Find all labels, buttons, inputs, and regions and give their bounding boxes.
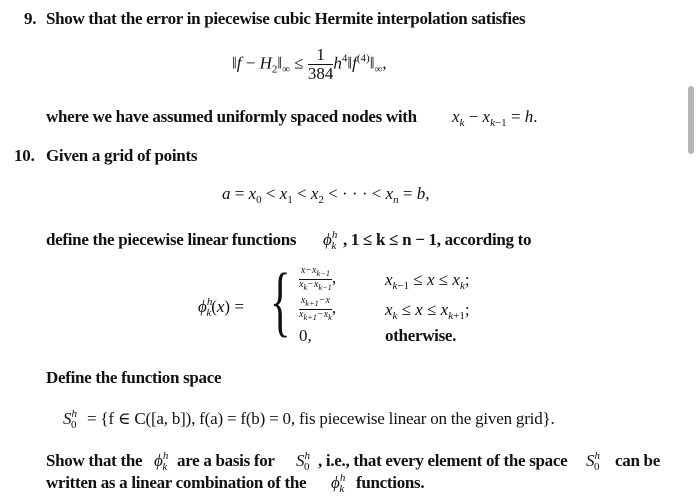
problem-10-define: define the piecewise linear functions: [46, 230, 297, 249]
problem-10-number: 10.: [14, 146, 35, 165]
space-symbol: $S^h_0$: [63, 408, 77, 431]
problem-10-according: , 1 ≤ k ≤ n − 1, according to: [343, 230, 532, 249]
case-3-value: 0,: [299, 326, 312, 345]
space-definition: = {f ∈ C([a, b]), f(a) = f(b) = 0, fis piecewise linear on the given grid}.: [87, 409, 555, 428]
space-symbol-2: $S^h_0$: [296, 450, 310, 473]
problem-9-number: 9.: [24, 9, 37, 28]
phi-symbol: $\phi^h_k$: [323, 229, 338, 252]
case-2-condition: $x_k \le x \le x_{k+1}$;: [385, 300, 470, 322]
show-text-3: , i.e., that every element of the space: [318, 451, 568, 470]
show-text-2: are a basis for: [177, 451, 275, 470]
case-3-condition: otherwise.: [385, 326, 457, 345]
problem-9-statement: Show that the error in piecewise cubic Hermite interpolation satisfies: [46, 9, 526, 28]
function-space-label: Define the function space: [46, 368, 222, 387]
phi-symbol-2: $\phi^h_k$: [154, 450, 169, 473]
space-symbol-3: $S^h_0$: [586, 450, 600, 473]
problem-10-intro: Given a grid of points: [46, 146, 198, 165]
show-text-5: written as a linear combination of the: [46, 473, 307, 492]
case-1-fraction: $\frac{x-x_{k-1}}{x_k-x_{k-1}}$ ,: [299, 265, 337, 292]
show-text-1: Show that the: [46, 451, 143, 470]
left-brace: {: [270, 257, 291, 344]
uniform-spacing-formula: $x_k - x_{k-1} = h$.: [452, 107, 538, 129]
show-text-4: can be: [615, 451, 660, 470]
vertical-scrollbar[interactable]: [688, 86, 694, 154]
phi-lhs: $\phi^h_k(x)$ =: [198, 296, 244, 319]
show-text-6: functions.: [356, 473, 425, 492]
case-1-condition: $x_{k-1} \le x \le x_k$;: [385, 270, 470, 292]
problem-9-where: where we have assumed uniformly spaced nodes with: [46, 107, 417, 126]
hermite-error-bound: ‖f − $H_2‖_\infty$ ≤ $\frac{1}{384}$ $h^4‖f^{(4)}‖_\infty$,: [232, 45, 387, 83]
grid-points-formula: $a = x_0 < x_1 < x_2$ < · · · < $x_n = b$,: [222, 184, 430, 206]
phi-symbol-3: $\phi^h_k$: [331, 472, 346, 495]
case-2-fraction: $\frac{x_{k+1}-x}{x_{k+1}-x_k}$ ,: [299, 295, 337, 322]
